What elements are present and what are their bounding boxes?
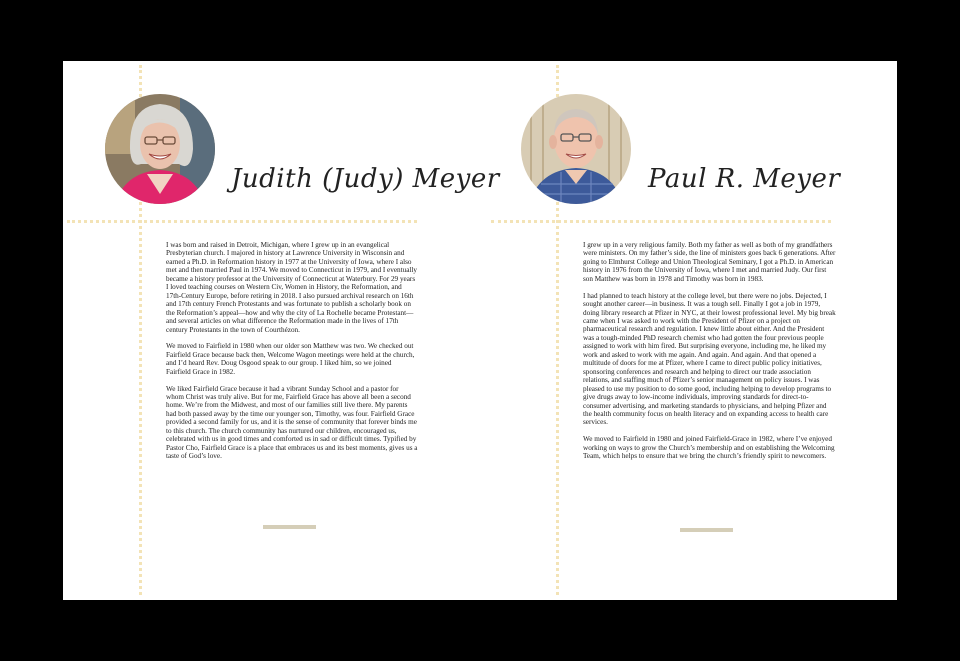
judy-portrait-photo bbox=[105, 94, 215, 204]
paul-name-heading: Paul R. Meyer bbox=[648, 164, 841, 194]
judy-bio-text bbox=[166, 241, 418, 469]
right-section-divider bbox=[680, 528, 733, 532]
left-section-divider bbox=[263, 525, 316, 529]
paul-portrait-photo bbox=[521, 94, 631, 204]
judy-bio-paragraph: I was born and raised in Detroit, Michigan, where I grew up in an evangelical Presbyterian church. I majored in history at Lawrence University in Wisconsin and earned a Ph.D. in Reformation history in 1977 at the University of Iowa, where I also met and then married Paul in 1974. We moved to Connecticut in 1979, and I eventually became a history professor at the University of Connecticut at Waterbury. For 29 years I loved teaching courses on Western Civ, Women in History, the Reformation, and 17th-Century Europe, before retiring in 2018. I also pursued archival research on 16th and 17th century French Protestants and was fortunate to publish a scholarly book on the Reformation’s appeal—how and why the city of La Rochelle became Protestant—and several articles on what difference the Reformation made in the lives of 17th century Protestants in the town of Courthézon. bbox=[166, 241, 417, 334]
paul-bio-paragraph: I had planned to teach history at the college level, but there were no jobs. Dejected, I sought another career—in business. It was a tough sell. Finally I got a job in 1979, doing library research at Pfizer in NYC, at their lowest professional level. My big break came when I was asked to work with the President of Pfizer on a project on pharmaceutical research and regulation. I knew little about either. And the President was a tough-minded PhD research chemist who had gotten the four previous people assigned to work with him fired. But surprising everyone, including me, he liked my work and asked to work with me again. And again. And again. And that opened a multitude of doors for me at Pfizer, where I came to direct public policy initiatives, sponsoring conferences and research and helping to direct our trade association relations, and staffing much of Pfizer’s senior management on policy issues. I was pleased to use my position to do some good, including helping to develop programs to give drugs away to low-income individuals, improving standards for direct-to-consumer advertising, and marketing standards to physicians, and helping Pfizer and the health community focus on health literacy and on expanding access to health care services. bbox=[583, 291, 836, 427]
judy-bio-paragraph: We moved to Fairfield in 1980 when our older son Matthew was two. We checked out Fairfield Grace because back then, Welcome Wagon meetings were held at the church, and I’d heard Rev. Doug Osgood speak to our group. I liked him, so we joined Fairfield Grace in 1982. bbox=[166, 342, 415, 376]
paul-bio-paragraph: I grew up in a very religious family. Both my father as well as both of my grandfathers were ministers. On my father’s side, the line of ministers goes back 6 generations. After going to Elmhurst College and Union Theological Seminary, I got a Ph.D. in American history in 1976 from the University of Iowa, where I met and married Judy. Our first son Matthew was born in 1978 and Timothy was born in 1983. bbox=[583, 241, 836, 283]
left-horizontal-dotted-guide bbox=[67, 220, 417, 223]
judy-name-heading: Judith (Judy) Meyer bbox=[231, 164, 500, 194]
book-spread bbox=[63, 61, 897, 600]
judy-bio-paragraph: We liked Fairfield Grace because it had a vibrant Sunday School and a pastor for whom Christ was truly alive. But for me, Fairfield Grace has above all been a second home. We’re from the Midwest, and most of our families still live there. My parents had both passed away by the time our younger son, Timothy, was four. Fairfield Grace provided a second family for us, and it is the sense of community that forever binds me to this church. The church community has nurtured our children, encouraged us, celebrated with us in good times and comforted us in sad or difficult times. Typified by Pastor Cho, Fairfield Grace is a place that embraces us and its best moments, gives us a taste of God’s love. bbox=[166, 384, 418, 461]
paul-bio-text bbox=[583, 241, 836, 469]
right-horizontal-dotted-guide bbox=[491, 220, 831, 223]
paul-bio-paragraph: We moved to Fairfield in 1980 and joined Fairfield-Grace in 1982, where I’ve enjoyed working on ways to grow the Church’s membership and on establishing the Welcoming Team, which helps to ensure that we bring the church’s friendly spirit to newcomers. bbox=[583, 435, 835, 461]
